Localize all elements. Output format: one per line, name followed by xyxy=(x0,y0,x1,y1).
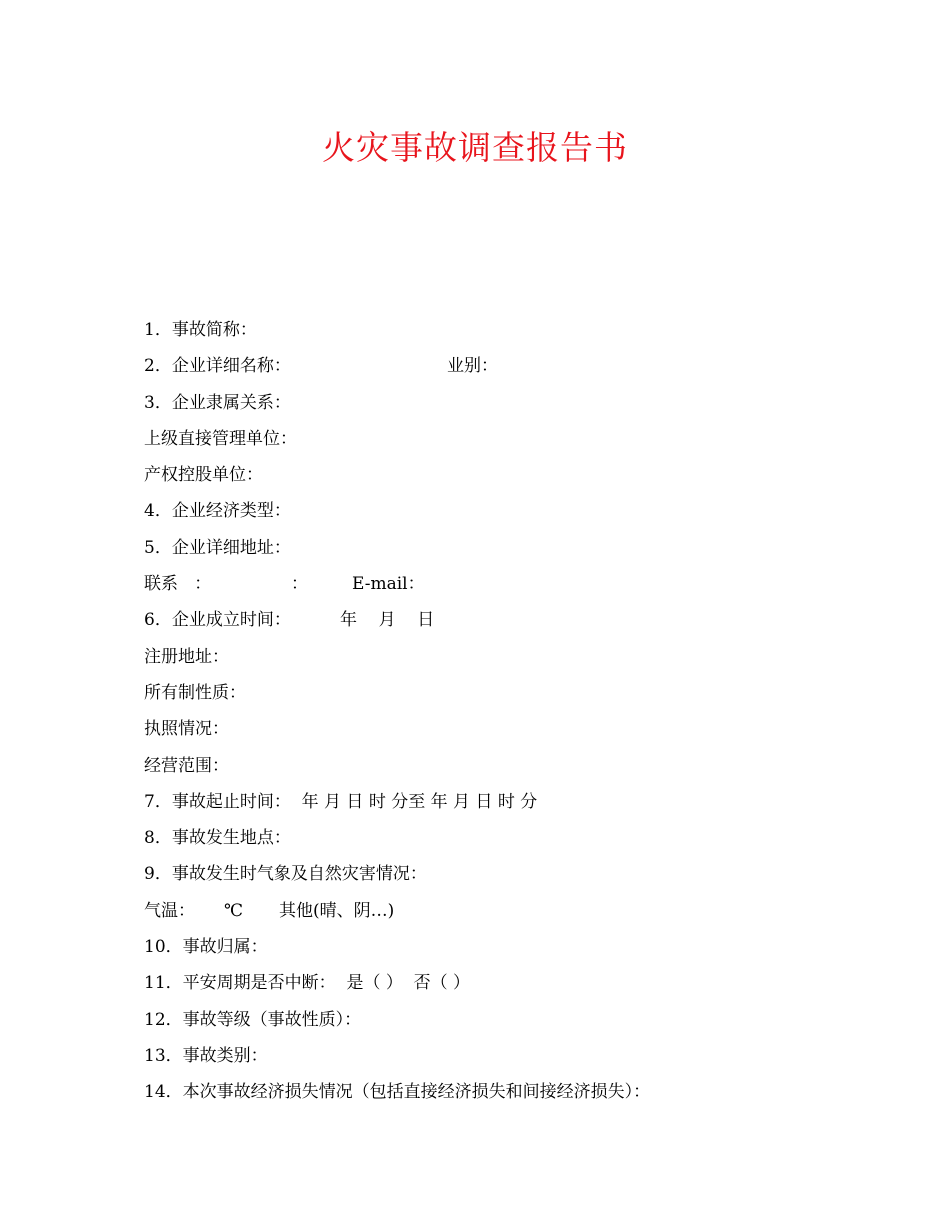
form-line xyxy=(144,675,844,711)
form-line xyxy=(144,1002,844,1038)
form-line xyxy=(144,856,844,892)
form-line-text: 年 月 日 xyxy=(340,610,435,631)
form-line xyxy=(144,639,844,675)
form-line xyxy=(144,1038,844,1074)
form-line-text: 14．本次事故经济损失情况（包括直接经济损失和间接经济损失）： xyxy=(144,1082,651,1103)
form-line xyxy=(144,965,844,1001)
form-line-text: E-mail： xyxy=(352,574,425,595)
form-line-text: 2．企业详细名称： xyxy=(144,356,291,377)
form-line-text: ℃ xyxy=(224,900,244,921)
form-line-text: 其他(晴、阴…) xyxy=(279,900,395,921)
form-line xyxy=(144,711,844,747)
form-line xyxy=(144,312,844,348)
document-title: 火灾事故调查报告书 xyxy=(322,128,628,167)
form-line-text: 联系 ： xyxy=(144,574,212,595)
form-line-text: 8．事故发生地点： xyxy=(144,828,291,849)
form-line-text: ： xyxy=(291,574,308,595)
form-line xyxy=(144,893,844,929)
form-line xyxy=(144,566,844,602)
form-line-text: 11．平安周期是否中断： 是（ ） 否（ ） xyxy=(144,973,471,994)
form-line xyxy=(144,929,844,965)
form-line xyxy=(144,784,844,820)
form-line-text: 10．事故归属： xyxy=(144,937,268,958)
form-line xyxy=(144,602,844,638)
form-line-text: 执照情况： xyxy=(144,719,229,740)
form-line-text: 注册地址： xyxy=(144,646,229,667)
form-line xyxy=(144,748,844,784)
form-line xyxy=(144,348,844,384)
form-line-text: 1．事故简称： xyxy=(144,320,257,340)
form-line-text: 业别： xyxy=(447,356,498,377)
form-line-text: 所有制性质： xyxy=(144,682,246,703)
form-line-text: 气温： xyxy=(144,900,195,921)
form-line xyxy=(144,457,844,493)
form-line-text: 7．事故起止时间： 年 月 日 时 分至 年 月 日 时 分 xyxy=(144,791,538,812)
form-line xyxy=(144,493,844,529)
form-line xyxy=(144,530,844,566)
form-line-text: 9．事故发生时气象及自然灾害情况： xyxy=(144,864,427,885)
form-line xyxy=(144,385,844,421)
form-line-text: 产权控股单位： xyxy=(144,465,263,486)
form-line-text: 12．事故等级（事故性质）： xyxy=(144,1009,362,1030)
form-line-text: 6．企业成立时间： xyxy=(144,610,291,631)
form-line xyxy=(144,1074,844,1110)
form-line-text: 上级直接管理单位： xyxy=(144,428,297,449)
form-line xyxy=(144,421,844,457)
form-line-text: 4．企业经济类型： xyxy=(144,501,291,522)
report-form xyxy=(144,312,844,1111)
form-line-text: 13．事故类别： xyxy=(144,1045,268,1066)
form-line-text: 3．企业隶属关系： xyxy=(144,392,291,413)
form-line xyxy=(144,820,844,856)
form-line-text: 5．企业详细地址： xyxy=(144,537,291,558)
form-line-text: 经营范围： xyxy=(144,755,229,776)
